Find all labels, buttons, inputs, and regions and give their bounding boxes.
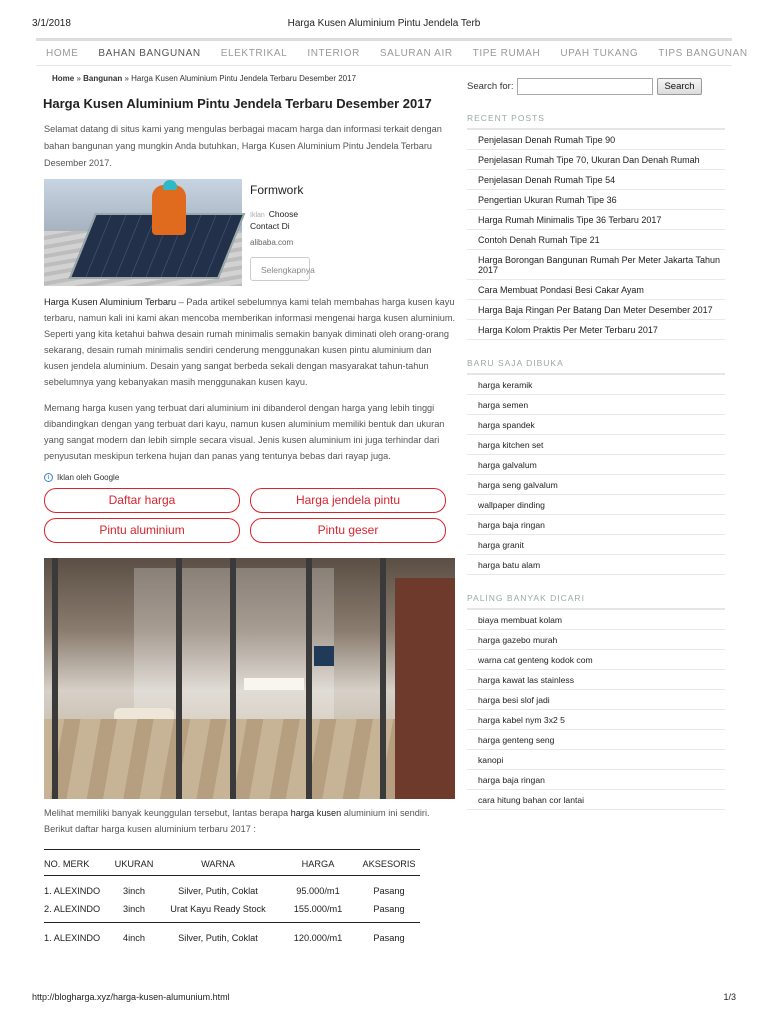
cell-harga: 120.000/m1 xyxy=(293,933,343,943)
nav-upah-tukang[interactable]: UPAH TUKANG xyxy=(560,47,639,59)
door-frame-shape xyxy=(230,558,236,799)
floor-shape xyxy=(44,719,455,799)
breadcrumb-home[interactable]: Home xyxy=(52,74,75,83)
post-lead-link[interactable]: Harga Kusen Aluminium Terbaru xyxy=(44,297,177,307)
search-term-link[interactable]: kanopi xyxy=(467,750,725,770)
post-title: Harga Kusen Aluminium Pintu Jendela Terbaru Desember 2017 xyxy=(43,96,432,111)
post-intro: Selamat datang di situs kami yang mengulas berbagai macam harga dan informasi terkait dengan bahan bangunan yang mungkin Anda butuhkan, Harga Kusen Aluminium Pintu Jendela Terbaru Desember 2017. xyxy=(44,124,442,168)
post-paragraph-1-text: – Pada artikel sebelumnya kami telah membahas harga kusen kayu terbaru, namun kali ini kami akan mencoba memberikan informasi mengenai harga kusen aluminium. Seperti yang kita ketahui bahwa desain rumah minimalis semakin banyak diminati oleh orang-orang sekarang, desain rumah minimalis sendiri cenderung menggunakan kusen pintu aluminium dan kusen jendela aluminium. Desain yang sangat berbeda sekali dengan masyarakat tahun-tahun sebelumnya yang kebanyakan masih menggunakan kusen kayu. xyxy=(44,297,456,387)
search-term-link[interactable]: harga kabel nym 3x2 5 xyxy=(467,710,725,730)
search-term-link[interactable]: cara hitung bahan cor lantai xyxy=(467,790,725,810)
cell-warna: Silver, Putih, Coklat xyxy=(178,933,258,943)
ad-domain: alibaba.com xyxy=(250,238,294,247)
cell-aksesoris: Pasang xyxy=(373,886,405,896)
print-header xyxy=(0,0,768,36)
ad-text xyxy=(250,179,315,286)
recent-post-link[interactable]: Harga Kolom Praktis Per Meter Terbaru 2017 xyxy=(467,320,725,340)
tv-shape xyxy=(314,646,334,666)
search-term-link[interactable]: harga kawat las stainless xyxy=(467,670,725,690)
header-warna: WARNA xyxy=(201,859,235,869)
cell-ukuran: 4inch xyxy=(123,933,145,943)
post-paragraph-1 xyxy=(44,294,456,390)
search-term-link[interactable]: biaya membuat kolam xyxy=(467,610,725,630)
header-ukuran: UKURAN xyxy=(114,859,154,869)
header-merk: NO. MERK xyxy=(44,859,90,869)
nav-interior[interactable]: INTERIOR xyxy=(307,47,360,59)
ad-title[interactable]: Formwork xyxy=(250,183,304,197)
sidebar xyxy=(467,78,725,810)
door-frame-shape xyxy=(52,558,58,799)
brick-wall-shape xyxy=(395,578,455,799)
baru-dibuka-title: BARU SAJA DIBUKA xyxy=(467,358,725,375)
breadcrumb-current: Harga Kusen Aluminium Pintu Jendela Terbaru Desember 2017 xyxy=(131,74,357,83)
price-table xyxy=(44,849,420,947)
breadcrumb-separator: » xyxy=(122,74,132,83)
recent-posts-title: RECENT POSTS xyxy=(467,113,725,130)
header-aksesoris: AKSESORIS xyxy=(362,859,416,869)
search-term-link[interactable]: harga galvalum xyxy=(467,455,725,475)
search-term-link[interactable]: harga gazebo murah xyxy=(467,630,725,650)
aluminium-door-photo xyxy=(44,558,455,799)
search-term-link[interactable]: harga keramik xyxy=(467,375,725,395)
ad-image[interactable] xyxy=(44,179,242,286)
cell-aksesoris: Pasang xyxy=(373,933,405,943)
print-title: Harga Kusen Aluminium Pintu Jendela Terb xyxy=(287,18,481,29)
search-term-link[interactable]: harga besi slof jadi xyxy=(467,690,725,710)
recent-post-link[interactable]: Contoh Denah Rumah Tipe 21 xyxy=(467,230,725,250)
ad-link-button[interactable]: Pintu aluminium xyxy=(44,518,240,543)
search-term-link[interactable]: warna cat genteng kodok com xyxy=(467,650,725,670)
ad-link-button[interactable]: Pintu geser xyxy=(250,518,446,543)
table-header-row xyxy=(44,853,420,875)
ad-link-units xyxy=(44,488,456,543)
breadcrumb-separator: » xyxy=(74,74,84,83)
page-number: 1/3 xyxy=(723,992,736,1002)
paling-dicari-title: PALING BANYAK DICARI xyxy=(467,593,725,610)
door-frame-shape xyxy=(176,558,182,799)
main-nav xyxy=(36,38,748,66)
nav-tips-bangunan[interactable]: TIPS BANGUNAN xyxy=(658,47,748,59)
cell-harga: 95.000/m1 xyxy=(296,886,340,896)
search-term-link[interactable]: wallpaper dinding xyxy=(467,495,725,515)
nav-elektrikal[interactable]: ELEKTRIKAL xyxy=(220,47,288,59)
cell-ukuran: 3inch xyxy=(123,904,145,914)
helmet-shape xyxy=(163,180,177,190)
ad-button[interactable]: Selengkapnya xyxy=(250,257,310,281)
search-term-link[interactable]: harga baja ringan xyxy=(467,515,725,535)
nav-saluran-air[interactable]: SALURAN AIR xyxy=(379,47,453,59)
recent-post-link[interactable]: Pengertian Ukuran Rumah Tipe 36 xyxy=(467,190,725,210)
recent-post-link[interactable]: Harga Rumah Minimalis Tipe 36 Terbaru 2017 xyxy=(467,210,725,230)
breadcrumb xyxy=(52,74,456,88)
post-paragraph-3 xyxy=(44,805,456,837)
ads-by-google[interactable] xyxy=(44,473,456,482)
table-row xyxy=(44,900,420,918)
harga-kusen-link[interactable]: harga kusen xyxy=(290,808,342,818)
nav-bahan-bangunan[interactable]: BAHAN BANGUNAN xyxy=(98,47,201,59)
search-term-link[interactable]: harga batu alam xyxy=(467,555,725,575)
nav-home[interactable]: HOME xyxy=(46,47,79,59)
table-row xyxy=(44,929,420,947)
paling-dicari-list xyxy=(467,610,725,810)
worker-shape xyxy=(152,185,186,235)
main-content xyxy=(44,74,456,947)
baru-dibuka-list xyxy=(467,375,725,575)
search-term-link[interactable]: harga spandek xyxy=(467,415,725,435)
search-term-link[interactable]: harga seng galvalum xyxy=(467,475,725,495)
cell-merk: 1. ALEXINDO xyxy=(44,933,101,943)
post-paragraph-3-c: aluminium ini sendiri. Berikut daftar harga kusen aluminium terbaru 2017 : xyxy=(44,808,430,834)
search-term-link[interactable]: harga genteng seng xyxy=(467,730,725,750)
cell-merk: 1. ALEXINDO xyxy=(44,886,101,896)
ad-label: Iklan xyxy=(250,212,265,219)
search-button[interactable]: Search xyxy=(657,78,701,95)
info-icon[interactable]: i xyxy=(44,473,53,482)
search-form xyxy=(467,78,725,95)
search-term-link[interactable]: harga granit xyxy=(467,535,725,555)
search-input[interactable] xyxy=(517,78,653,95)
recent-post-link[interactable]: Cara Membuat Pondasi Besi Cakar Ayam xyxy=(467,280,725,300)
recent-post-link[interactable]: Harga Borongan Bangunan Rumah Per Meter Jakarta Tahun 2017 xyxy=(467,250,725,280)
header-harga: HARGA xyxy=(301,859,335,869)
post-paragraph-2: Memang harga kusen yang terbuat dari aluminium ini dibanderol dengan harga yang lebih tinggi dibandingkan dengan yang terbuat dari kayu, namun kusen aluminium memiliki bentuk dan ukuran yang sangat modern dan lebih simple secara visual. Jenis kusen aluminium ini juga terhindar dari penyusutan meskipun terkena hujan dan panas yang tentunya bebas dari rayap juga. xyxy=(44,403,445,461)
cell-merk: 2. ALEXINDO xyxy=(44,904,101,914)
nav-tipe-rumah[interactable]: TIPE RUMAH xyxy=(472,47,541,59)
cell-warna: Silver, Putih, Coklat xyxy=(178,886,258,896)
cell-harga: 155.000/m1 xyxy=(293,904,343,914)
cell-ukuran: 3inch xyxy=(123,886,145,896)
search-term-link[interactable]: harga semen xyxy=(467,395,725,415)
ad-link-button[interactable]: Harga jendela pintu xyxy=(250,488,446,513)
table-row xyxy=(44,882,420,900)
breadcrumb-category[interactable]: Bangunan xyxy=(83,74,123,83)
recent-post-link[interactable]: Penjelasan Rumah Tipe 70, Ukuran Dan Denah Rumah xyxy=(467,150,725,170)
recent-post-link[interactable]: Penjelasan Denah Rumah Tipe 54 xyxy=(467,170,725,190)
door-frame-shape xyxy=(306,558,312,799)
search-term-link[interactable]: harga baja ringan xyxy=(467,770,725,790)
door-frame-shape xyxy=(380,558,386,799)
counter-shape xyxy=(244,678,304,690)
table-rule xyxy=(44,849,420,850)
print-date: 3/1/2018 xyxy=(32,18,71,29)
ad-line2: Contact Di xyxy=(250,221,290,231)
recent-posts-list xyxy=(467,130,725,340)
search-term-link[interactable]: harga kitchen set xyxy=(467,435,725,455)
recent-post-link[interactable]: Penjelasan Denah Rumah Tipe 90 xyxy=(467,130,725,150)
page-url: http://blogharga.xyz/harga-kusen-alumunium.html xyxy=(32,992,230,1002)
search-label: Search for: xyxy=(467,81,514,92)
advertisement[interactable] xyxy=(44,179,456,286)
ads-by-label: Iklan oleh Google xyxy=(57,473,120,482)
recent-post-link[interactable]: Harga Baja Ringan Per Batang Dan Meter Desember 2017 xyxy=(467,300,725,320)
cell-aksesoris: Pasang xyxy=(373,904,405,914)
ad-line1: Choose xyxy=(268,209,299,219)
post-paragraph-3-a: Melihat memiliki banyak keunggulan tersebut, lantas berapa xyxy=(44,808,291,818)
cell-warna: Urat Kayu Ready Stock xyxy=(170,904,266,914)
ad-link-button[interactable]: Daftar harga xyxy=(44,488,240,513)
